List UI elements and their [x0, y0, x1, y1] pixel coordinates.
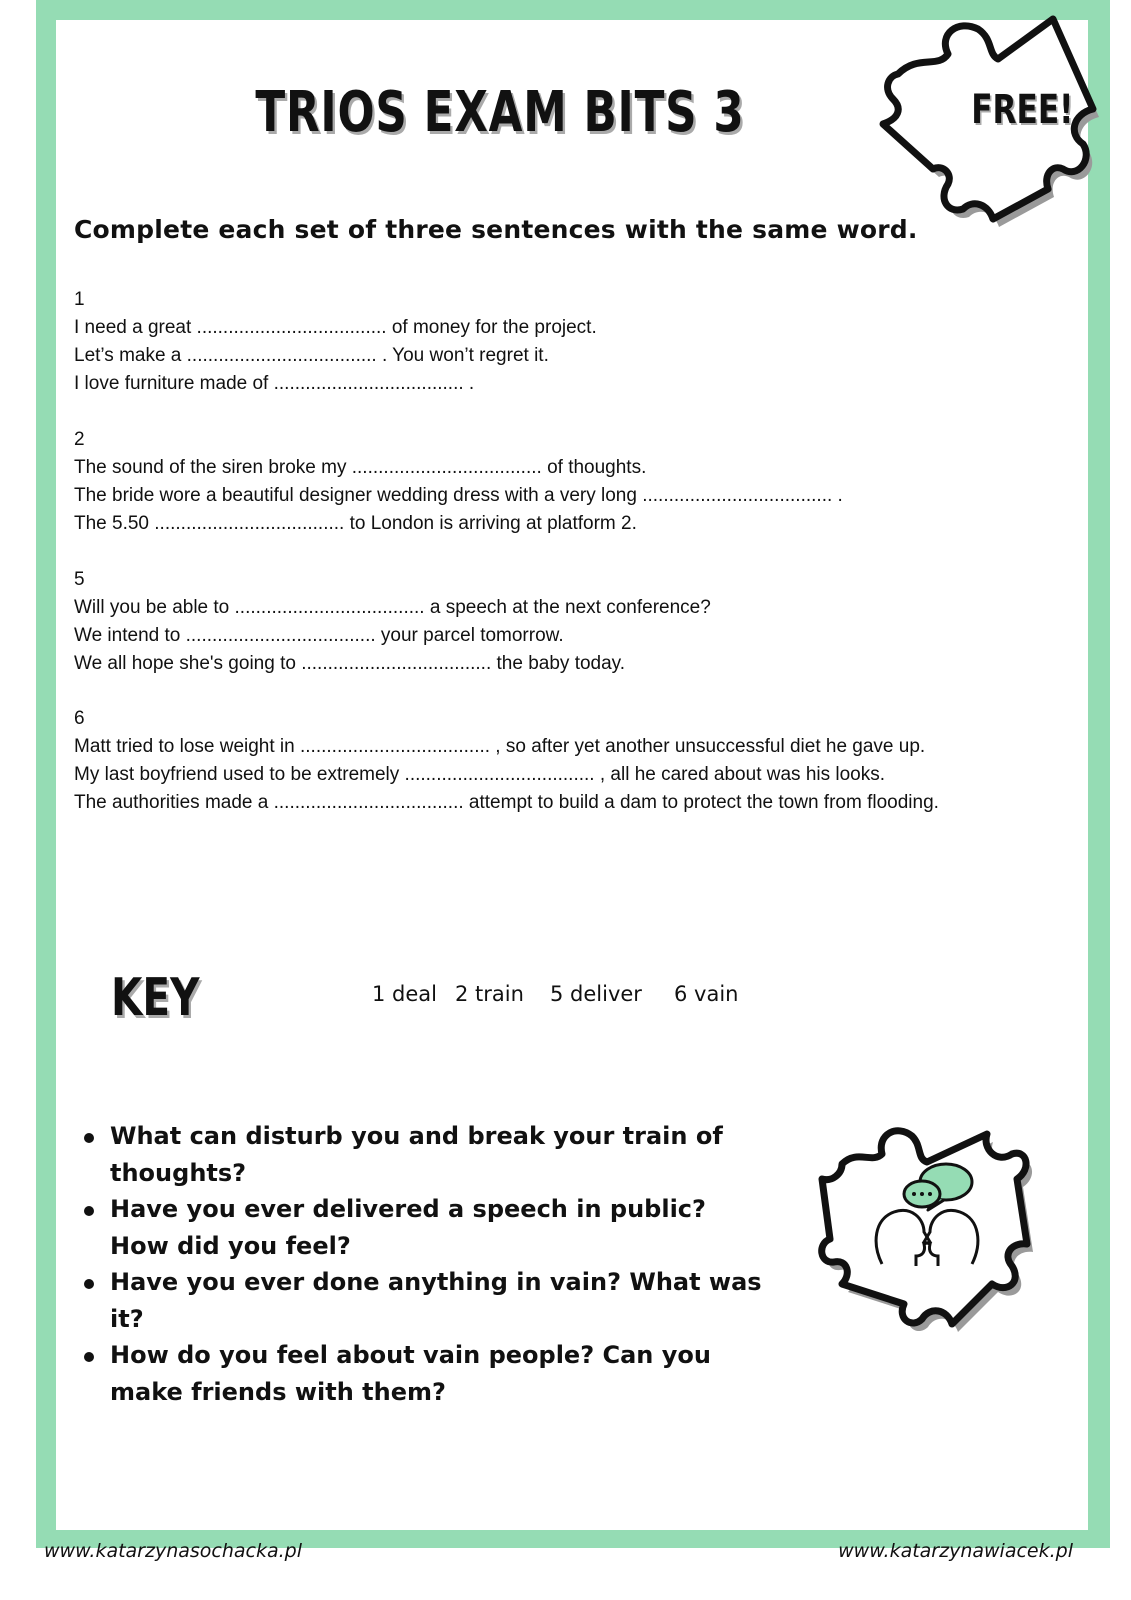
- question-item: What can disturb you and break your train of thoughts?: [78, 1118, 768, 1191]
- exercise-number: 2: [74, 429, 85, 450]
- exercise-2: [74, 426, 843, 538]
- exercise-sentence: We intend to .................................... your parcel tomorrow.: [74, 625, 564, 646]
- key-answer: 1 deal: [372, 982, 437, 1006]
- footer-left-url[interactable]: www.katarzynasochacka.pl: [44, 1540, 303, 1562]
- conversation-puzzle-icon: [812, 1124, 1038, 1336]
- question-item: Have you ever delivered a speech in public? How did you feel?: [78, 1191, 768, 1264]
- question-item: Have you ever done anything in vain? What was it?: [78, 1264, 768, 1337]
- exercise-5: [74, 566, 711, 678]
- exercise-sentence: I need a great .................................... of money for the project.: [74, 317, 597, 338]
- exercise-sentence: The sound of the siren broke my .................................... of thoughts.: [74, 457, 647, 478]
- key-heading: KEY: [111, 968, 200, 1028]
- instruction-text: Complete each set of three sentences with the same word.: [74, 215, 918, 244]
- exercise-6: [74, 705, 939, 817]
- exercise-sentence: The 5.50 .................................... to London is arriving at platform 2.: [74, 513, 637, 534]
- key-answer: 6 vain: [674, 982, 739, 1006]
- key-answer: 2 train: [455, 982, 524, 1006]
- page-title: TRIOS EXAM BITS 3: [255, 80, 745, 145]
- exercise-number: 1: [74, 289, 85, 310]
- exercise-sentence: We all hope she's going to .................................... the baby today.: [74, 653, 626, 674]
- exercise-number: 6: [74, 708, 85, 729]
- free-badge: FREE!: [971, 87, 1074, 133]
- exercise-sentence: Let’s make a .................................... . You won’t regret it.: [74, 345, 549, 366]
- exercise-sentence: Will you be able to .................................... a speech at the next conference?: [74, 597, 711, 618]
- exercise-sentence: Matt tried to lose weight in .................................... , so after yet another unsuccessful diet he gave up.: [74, 736, 926, 757]
- exercise-sentence: I love furniture made of .................................... .: [74, 373, 475, 394]
- question-item: How do you feel about vain people? Can you make friends with them?: [78, 1337, 768, 1410]
- key-answer: 5 deliver: [550, 982, 642, 1006]
- discussion-questions: [78, 1118, 768, 1410]
- exercise-number: 5: [74, 569, 85, 590]
- exercise-sentence: The authorities made a .................................... attempt to build a dam to protect the town from flooding.: [74, 792, 939, 813]
- exercise-sentence: My last boyfriend used to be extremely .................................... , all he cared about was his looks.: [74, 764, 886, 785]
- exercise-1: [74, 286, 597, 398]
- footer-right-url[interactable]: www.katarzynawiacek.pl: [838, 1540, 1073, 1562]
- exercise-sentence: The bride wore a beautiful designer wedding dress with a very long .................................... .: [74, 485, 843, 506]
